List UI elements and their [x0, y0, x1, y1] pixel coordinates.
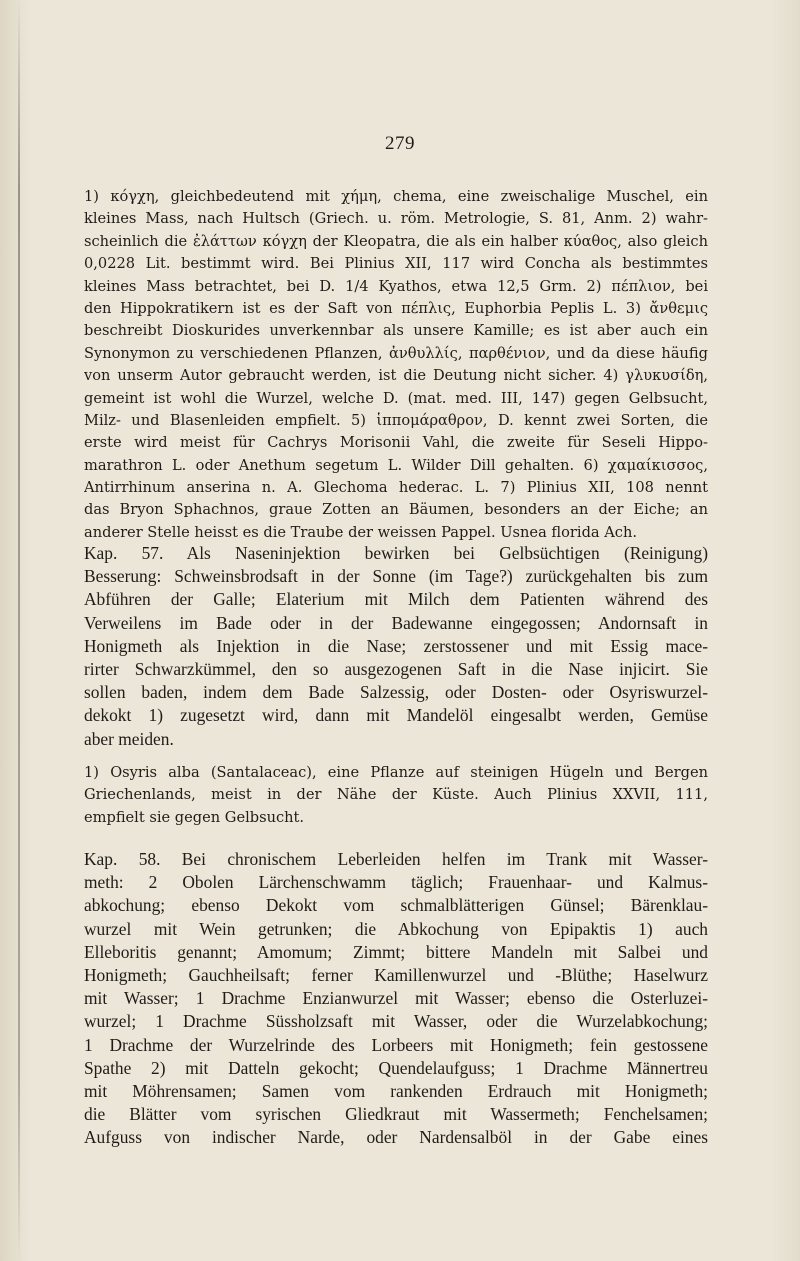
- text-line: 1) κόγχη, gleichbedeutend mit χήμη, chema, eine zweischalige Muschel, ein: [84, 188, 708, 205]
- text-line: marathron L. oder Anethum segetum L. Wilder Dill gehalten. 6) χαμαίκισσος,: [84, 456, 708, 474]
- text-line: 1) Osyris alba (Santalaceac), eine Pflanze auf steinigen Hügeln und Bergen: [84, 764, 708, 781]
- text-line: anderer Stelle heisst es die Traube der weissen Pappel. Usnea florida Ach.: [84, 523, 638, 541]
- text-line: die Blätter vom syrischen Gliedkraut mit Wassermeth; Fenchelsamen;: [84, 1104, 708, 1125]
- text-line: Antirrhinum anserina n. A. Glechoma hederac. L. 7) Plinius XII, 108 nennt: [84, 479, 708, 497]
- text-line: scheinlich die ἐλάττων κόγχη der Kleopatra, die als ein halber κύαθος, also gleich: [84, 232, 708, 250]
- text-line: den Hippokratikern ist es der Saft von πέπλις, Euphorbia Peplis L. 3) ἄνθεμις: [84, 299, 708, 317]
- text-line: Griechenlands, meist in der Nähe der Küste. Auch Plinius XXVII, 111,: [84, 786, 708, 804]
- text-line: Aufguss von indischer Narde, oder Nardensalböl in der Gabe eines: [84, 1127, 708, 1148]
- text-line: das Bryon Sphachnos, graue Zotten an Bäumen, besonders an der Eiche; an: [84, 501, 708, 519]
- page-number: 279: [385, 133, 415, 154]
- text-line: Verweilens im Bade oder in der Badewanne eingegossen; Andornsaft in: [84, 612, 708, 633]
- text-line: mit Wasser; 1 Drachme Enzianwurzel mit Wasser; ebenso die Osterluzei-: [84, 988, 708, 1009]
- chapter-58-paragraph: [84, 848, 708, 1149]
- text-line: gemeint ist wohl die Wurzel, welche D. (mat. med. III, 147) gegen Gelbsucht,: [84, 389, 708, 407]
- text-line: Kap. 58. Bei chronischem Leberleiden helfen im Trank mit Wasser-: [84, 849, 708, 869]
- text-line: wurzel mit Wein getrunken; die Abkochung von Epipaktis 1) auch: [84, 918, 708, 939]
- text-line: Honigmeth als Injektion in die Nase; zerstossener und mit Essig mace-: [84, 635, 708, 656]
- text-line: 0,0228 Lit. bestimmt wird. Bei Plinius XII, 117 wird Concha als bestimmtes: [84, 255, 708, 273]
- text-line: Kap. 57. Als Naseninjektion bewirken bei Gelbsüchtigen (Reinigung): [84, 543, 708, 563]
- text-line: Synonymon zu verschiedenen Pflanzen, ἀνθυλλίς, παρθένιον, und da diese häufig: [84, 344, 708, 362]
- text-line: von unserm Autor gebraucht werden, ist die Deutung nicht sicher. 4) γλυκυσίδη,: [84, 367, 708, 385]
- text-line: Abführen der Galle; Elaterium mit Milch dem Patienten während des: [84, 589, 708, 610]
- text-line: Elleboritis genannt; Amomum; Zimmt; bittere Mandeln mit Salbei und: [84, 941, 708, 962]
- text-line: rirter Schwarzkümmel, den so ausgezogenen Saft in die Nase injicirt. Sie: [84, 658, 708, 679]
- text-line: Besserung: Schweinsbrodsaft in der Sonne (im Tage?) zurückgehalten bis zum: [84, 566, 708, 587]
- text-line: wurzel; 1 Drachme Süssholzsaft mit Wasser, oder die Wurzelabkochung;: [84, 1011, 708, 1032]
- text-line: empfielt sie gegen Gelbsucht.: [84, 808, 305, 826]
- text-line: kleines Mass, nach Hultsch (Griech. u. röm. Metrologie, S. 81, Anm. 2) wahr-: [84, 210, 708, 228]
- binding-edge: [18, 0, 20, 1261]
- footnotes-chapter-56: [84, 186, 708, 544]
- text-line: dekokt 1) zugesetzt wird, dann mit Mandelöl eingesalbt werden, Gemüse: [84, 705, 708, 726]
- text-line: Honigmeth; Gauchheilsaft; ferner Kamillenwurzel und -Blüthe; Haselwurz: [84, 964, 708, 985]
- text-line: Milz- und Blasenleiden empfielt. 5) ἱππομάραθρον, D. kennt zwei Sorten, die: [84, 411, 708, 429]
- text-line: Spathe 2) mit Datteln gekocht; Quendelaufguss; 1 Drachme Männertreu: [84, 1057, 708, 1078]
- text-line: aber meiden.: [84, 728, 174, 749]
- text-line: kleines Mass betrachtet, bei D. 1/4 Kyathos, etwa 12,5 Grm. 2) πέπλιον, bei: [84, 277, 708, 295]
- text-line: mit Möhrensamen; Samen vom rankenden Erdrauch mit Honigmeth;: [84, 1080, 708, 1101]
- text-line: beschreibt Dioskurides unverkennbar als unsere Kamille; es ist aber auch ein: [84, 322, 708, 340]
- text-line: erste wird meist für Cachrys Morisonii Vahl, die zweite für Seseli Hippo-: [84, 434, 708, 452]
- chapter-57-paragraph: [84, 542, 708, 751]
- text-line: meth: 2 Obolen Lärchenschwamm täglich; Frauenhaar- und Kalmus-: [84, 872, 708, 893]
- footnotes-chapter-57: [84, 762, 708, 829]
- text-line: abkochung; ebenso Dekokt vom schmalblätterigen Günsel; Bärenklau-: [84, 895, 708, 916]
- text-line: 1 Drachme der Wurzelrinde des Lorbeers mit Honigmeth; fein gestossene: [84, 1034, 708, 1055]
- text-line: sollen baden, indem dem Bade Salzessig, oder Dosten- oder Osyriswurzel-: [84, 682, 708, 703]
